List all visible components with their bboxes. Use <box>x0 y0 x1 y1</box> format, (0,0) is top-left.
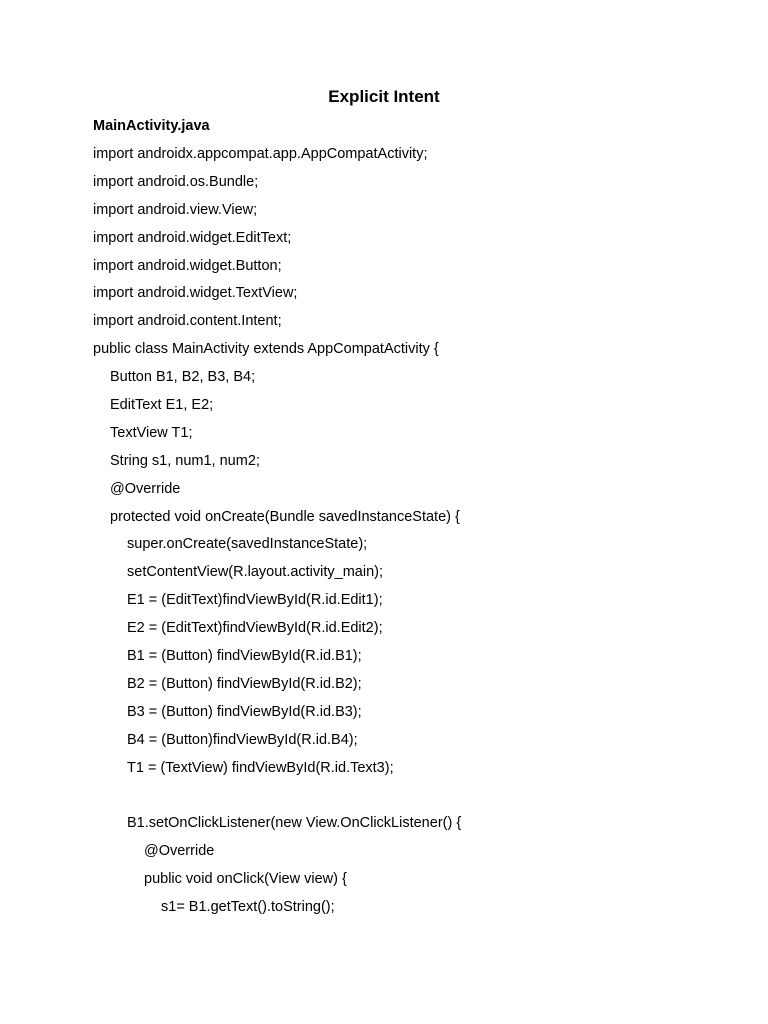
code-line: B2 = (Button) findViewById(R.id.B2); <box>127 675 362 692</box>
code-line: import android.os.Bundle; <box>93 173 259 190</box>
code-line: String s1, num1, num2; <box>110 452 260 469</box>
file-name-heading: MainActivity.java <box>93 118 210 134</box>
code-line: import android.view.View; <box>93 201 258 218</box>
code-line: import android.widget.Button; <box>93 257 282 274</box>
code-line: @Override <box>110 480 181 497</box>
code-line: EditText E1, E2; <box>110 397 214 414</box>
code-line: public class MainActivity extends AppCompatActivity { <box>93 341 439 358</box>
code-line: public void onClick(View view) { <box>144 871 347 888</box>
code-line: setContentView(R.layout.activity_main); <box>127 564 384 581</box>
code-line: import android.widget.TextView; <box>93 285 298 302</box>
code-line: Button B1, B2, B3, B4; <box>110 369 256 386</box>
code-line: B1 = (Button) findViewById(R.id.B1); <box>127 648 362 665</box>
code-line: import android.content.Intent; <box>93 313 282 330</box>
code-line: E1 = (EditText)findViewById(R.id.Edit1); <box>127 592 383 609</box>
document-title: Explicit Intent <box>328 87 440 106</box>
code-line: E2 = (EditText)findViewById(R.id.Edit2); <box>127 620 383 637</box>
code-line: @Override <box>144 843 215 860</box>
code-line: import androidx.appcompat.app.AppCompatActivity; <box>93 146 428 162</box>
code-line: import android.widget.EditText; <box>93 229 292 246</box>
code-line: TextView T1; <box>110 424 193 441</box>
code-line: B4 = (Button)findViewById(R.id.B4); <box>127 731 358 748</box>
code-line <box>93 785 733 813</box>
code-line: protected void onCreate(Bundle savedInstanceState) { <box>110 508 460 525</box>
code-line: s1= B1.getText().toString(); <box>161 899 335 916</box>
code-line: B1.setOnClickListener(new View.OnClickListener() { <box>127 815 462 832</box>
code-listing <box>93 144 733 925</box>
code-line: super.onCreate(savedInstanceState); <box>127 536 368 553</box>
code-line: B3 = (Button) findViewById(R.id.B3); <box>127 703 362 720</box>
code-line: T1 = (TextView) findViewById(R.id.Text3); <box>127 759 394 776</box>
